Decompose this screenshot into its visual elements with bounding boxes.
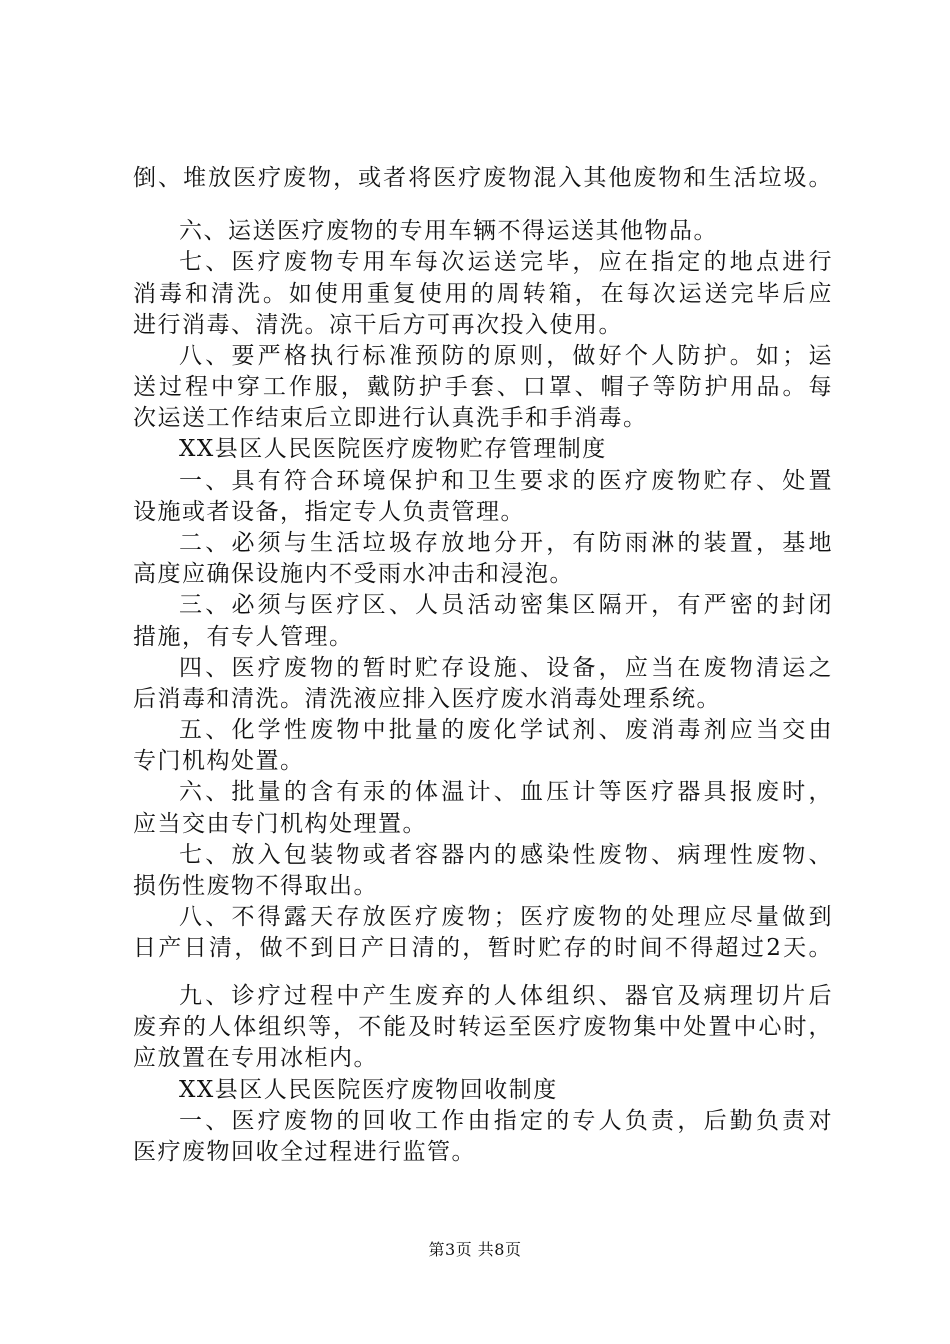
body-text-line: 七、放入包装物或者容器内的感染性废物、病理性废物、 — [179, 842, 833, 868]
body-text-line: 次运送工作结束后立即进行认真洗手和手消毒。 — [133, 405, 648, 431]
body-text-line: 五、化学性废物中批量的废化学试剂、废消毒剂应当交由 — [179, 717, 833, 743]
body-text-line: 八、要严格执行标准预防的原则，做好个人防护。如；运 — [179, 343, 833, 369]
body-text-line: 送过程中穿工作服，戴防护手套、口罩、帽子等防护用品。每 — [133, 374, 833, 400]
body-text-line: 三、必须与医疗区、人员活动密集区隔开，有严密的封闭 — [179, 592, 833, 618]
body-text-line: 进行消毒、清洗。凉干后方可再次投入使用。 — [133, 312, 623, 338]
body-text-line: 应放置在专用冰柜内。 — [133, 1045, 378, 1071]
body-text-line: XX县区人民医院医疗废物贮存管理制度 — [179, 436, 607, 462]
body-text-line: 后消毒和清洗。清洗液应排入医疗废水消毒处理系统。 — [133, 686, 721, 712]
body-text-line: 二、必须与生活垃圾存放地分开，有防雨淋的装置，基地 — [179, 530, 833, 556]
body-text-line: 一、医疗废物的回收工作由指定的专人负责，后勤负责对 — [179, 1108, 833, 1134]
body-text-line: 废弃的人体组织等，不能及时转运至医疗废物集中处置中心时， — [133, 1014, 833, 1040]
body-text-line: 应当交由专门机构处理置。 — [133, 811, 427, 837]
body-text-line: 医疗废物回收全过程进行监管。 — [133, 1139, 476, 1165]
body-text-line: 消毒和清洗。如使用重复使用的周转箱，在每次运送完毕后应 — [133, 281, 833, 307]
body-text-line: 设施或者设备，指定专人负责管理。 — [133, 499, 525, 525]
body-text-line: 损伤性废物不得取出。 — [133, 873, 378, 899]
body-text-line: 一、具有符合环境保护和卫生要求的医疗废物贮存、处置 — [179, 468, 833, 494]
body-text-line: 六、批量的含有汞的体温计、血压计等医疗器具报废时， — [179, 779, 833, 805]
body-text-line: XX县区人民医院医疗废物回收制度 — [179, 1077, 558, 1103]
body-text-line: 倒、堆放医疗废物，或者将医疗废物混入其他废物和生活垃圾。 — [133, 165, 833, 191]
body-text-line: 七、医疗废物专用车每次运送完毕，应在指定的地点进行 — [179, 249, 833, 275]
body-text-line: 六、运送医疗废物的专用车辆不得运送其他物品。 — [179, 218, 718, 244]
page-number-footer: 第3页 共8页 — [428, 1240, 522, 1259]
body-text-line: 九、诊疗过程中产生废弃的人体组织、器官及病理切片后 — [179, 983, 833, 1009]
body-text-line: 八、不得露天存放医疗废物；医疗废物的处理应尽量做到 — [179, 904, 833, 930]
body-text-line: 四、医疗废物的暂时贮存设施、设备，应当在废物清运之 — [179, 655, 833, 681]
body-text-line: 措施，有专人管理。 — [133, 624, 354, 650]
body-text-line: 高度应确保设施内不受雨水冲击和浸泡。 — [133, 561, 574, 587]
body-text-line: 日产日清，做不到日产日清的，暂时贮存的时间不得超过2天。 — [133, 935, 833, 961]
body-text-line: 专门机构处置。 — [133, 748, 305, 774]
